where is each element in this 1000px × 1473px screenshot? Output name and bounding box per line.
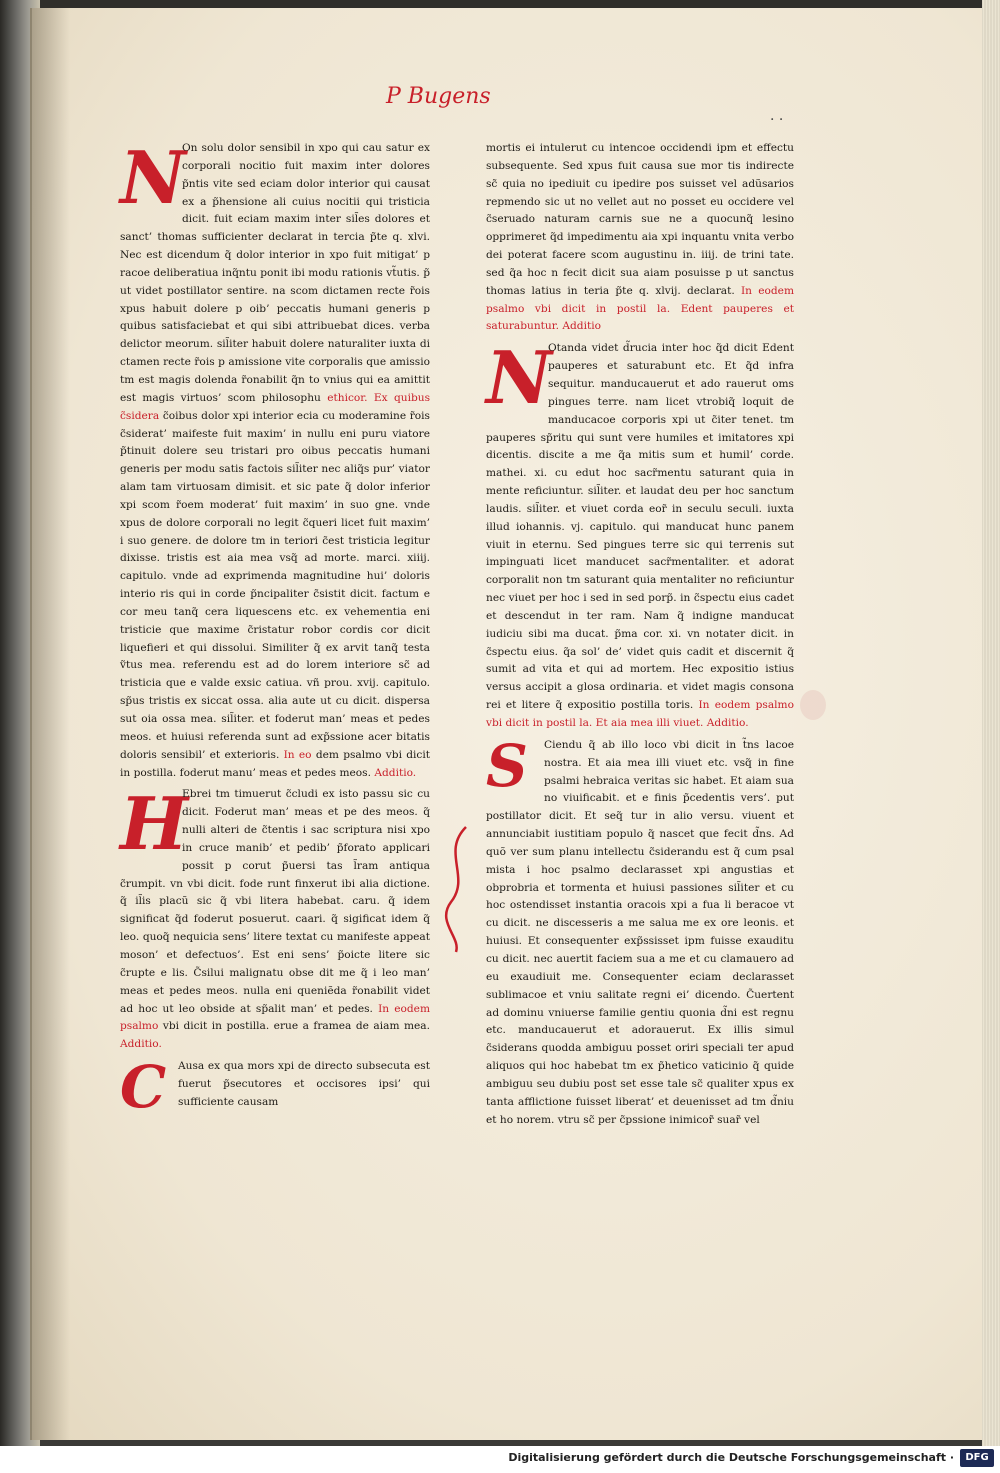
- dfg-logo: DFG: [960, 1449, 994, 1467]
- paragraph-text: c̃oibus dolor xpi interior ecia cu moderamine r̃ois c̃siderat’ maifeste fuit maxim’ in nullu eni puru viatore p̃tinuit dolere seu tristari pro oibus peccatis humani generis per modu satis factois sil̃iter nec aliq̃s pur’ viator alam tam virtuosam dimisit. et sic pate q̃ dolor inferior xpi scom r̃oem moderat’ fuit maxim’ in suo gne. vnde xpus de dolore corporali no legit c̃queri licet fuit maxim’ i suo genere. de dolore tm in teriori c̃est tristicia legitur dixisse. tristis est aia mea vsq̃ ad morte. marci. xiiij. capitulo. vnde ad exprimenda magnitudine hui’ doloris interio ris qui in corde p̃ncipaliter c̃sistit dicit. factum e cor meu tanq̃ cera liquescens etc. ex vehementia eni tristicie que maxime c̃ristatur robor cordis cor dicit liquefieri et qui dissolui. Similiter q̃ ex arvit tanq̃ testa ṽtus mea. referendu est ad do lorem interiore sc̃ ad tristicia que e valde exsic catiua. vñ prou. xvij. capitulo. sp̃us tristis ex siccat ossa. alia aute ut cu dicit. dispersa sut oia ossa mea. sil̃iter. et foderut man’ meas et pedes meos. et huiusi referenda sunt ad exp̃ssione acer bitatis doloris sensibil’ et exterioris.: [120, 409, 430, 761]
- right-paragraph-3: [486, 731, 794, 1130]
- paragraph-text: Ciendu q̃ ab illo loco vbi dicit in t̃ns lacoe nostra. Et aia mea illi viuet etc. vsq̃ in fine psalmi hebraica veritas sic habet. Et aiam sua no viuificabit. et e finis p̃cedentis vers’. put postillator dicit. Et seq̃ tur in alio versu. viuent et annunciabit iustitiam populo q̃ nascet que fecit d̃ns. Ad quõ ver sum planu intellectu c̃siderandu est q̃ cum psal mista i hoc psalmo declarasset xpi angustias et obprobria et tormenta et huiusi passiones sil̃iter et cu hoc ostendisset instantia oracois xpi a fua li beracoe vt cu dicit. ne discesseris a me salua me ex ore leonis. et huiusi. Et consequenter exp̃ssisset ipm fuisse exauditu cu dicit. nec auertit faciem sua a me et cu clamauero ad eu exaudiuit me. Consequenter eciam declarasset sublimacoe et vniu salitate regni ei’ dicendo. C̃uertent ad dominu vniuerse familie gentiu quonia d̃ni est regnu etc. manducauerut et adorauerut. Ex illis simul c̃siderans quodda ambiguu posset oriri speciali ter apud aliquos qui hoc habebat tm ex p̃hetico vaticinio q̃ quide ambiguu seu dubiu post set esse tale sc̃ qualiter xpus ex tanta afflictione fuisset liberat’ et deuenisset ad tm d̃niu et ho norem. vtru sc̃ per c̃pssione inimicor̃ suar̃ vel: [486, 738, 794, 1126]
- left-paragraph-1: [120, 135, 431, 782]
- left-paragraph-3: [120, 1053, 430, 1122]
- right-column: [486, 140, 794, 1129]
- rubric-additio: Additio.: [120, 1038, 162, 1051]
- paragraph-text: mortis ei intulerut cu intencoe occidendi ipm et effectu subsequente. Sed xpus fuit causa sue mor tis indirecte sc̃ quia no ipediuit cu ipedire pos suisset vel adũsarios repmendo sic ut no vellet aut no posset eu occidere vel c̃seruado naturam carnis sue ne a quocunq̃ lesino opprimeret q̃d impedimentu aia xpi inquantu vnita verbo dei poterat facere scom augustinu in. iiij. de trini tate. sed q̃a hoc n fecit dicit sua aiam posuisse p ut sanctus thomas latius in teria p̃te q. xlvij. declarat.: [486, 142, 794, 297]
- drop-cap-initial: S: [486, 731, 528, 800]
- drop-cap-initial: H: [120, 781, 189, 867]
- left-column: [120, 135, 431, 1122]
- drop-cap-initial: N: [486, 335, 552, 421]
- drop-cap-initial: N: [120, 135, 186, 220]
- rubric-text: In eodem psalmo vbi dicit in postil la. Et aia mea illi viuet.: [486, 699, 794, 729]
- rubric-text: In eodem psalmo: [120, 1002, 430, 1033]
- rubric-text: Ex quibus c̃sidera: [120, 391, 431, 422]
- rubric-text: ethicor.: [327, 391, 374, 404]
- ink-stain: [800, 690, 826, 720]
- page-edges: [982, 0, 1000, 1473]
- gutter-shadow: [30, 8, 70, 1440]
- rubric-additio: Additio: [562, 320, 601, 333]
- paragraph-text: Otanda videt d̃rucia inter hoc q̃d dicit Edent pauperes et saturabunt etc. Et q̃d infra sequitur. manducauerut et ado rauerut oms pingues terre. nam licet vtrobiq̃ loquit de manducacoe corporis xpi ut c̃iter tenet. tm pauperes sp̃ritu qui sunt vere humiles et imitatores xpi dicentis. discite a me q̃a mitis sum et humil’ corde. mathei. xi. cu edut hoc sacr̃mentu saturant quia in mente reficiuntur. sil̃iter. et laudat deu per hoc sanctum laudis. sil̃iter. et viuet corda eor̃ in seculu seculi. iuxta illud iohannis. vj. capitulo. qui manducat hunc panem viuit in eternu. Sed pingues terre sic qui terrenis sut impinguati licet manducet sacr̃mentaliter. et adorat corporalit non tm saturant quia mentaliter no reficiuntur nec viuet per hoc i sed in sed porp̃. in c̃spectu eius cadet et descendut in ter ram. Nam q̃ indigne manducat iudiciu sibi ma ducat. p̃ma cor. xi. vn notater dicit. in c̃spectu eius. q̃a sol’ de’ videt quis cadit et discernit q̃ sumit ad vita et qui ad mortem. Hec expositio istius versus accipit a glosa ordinaria. et videt magis consona rei et litere q̃ expositio postilla toris.: [486, 342, 794, 712]
- left-paragraph-2: [120, 781, 430, 1054]
- running-head: P Bugens: [386, 84, 491, 109]
- rubric-text: In eodem psalmo vbi dicit in postil la. Edent pauperes et saturabuntur.: [486, 284, 794, 333]
- paragraph-text: Ebrei tm timuerut c̃cludi ex isto passu sic cu dicit. Foderut man’ meas et pe des meos. q̃ nulli alteri de c̃tentis i sac scriptura nisi xpo in cruce manib’ et pedib’ p̃forato applicari possit p corut p̃uersi tas l̃ram antiqua c̃rumpit. vn vbi dicit. fode runt finxerut ibi alia dictione. q̃ il̃is placũ sic q̃ vbi litera habebat. caru. q̃ idem significat q̃d foderut posuerut. caari. q̃ sigificat idem q̃ leo. quoq̃ nequicia sens’ litere textat cu manifeste appeat moson’ et defectuos’. Est eni sens’ p̃oicte litere sic c̃rupte e lis. C̃silui malignatu obse dit me q̃ i leo man’ meas et pedes meos. nulla eni queniẽda r̃onabilit videt ad hoc ut leo obside at sp̃alit man’ et pedes.: [120, 788, 430, 1015]
- rubric-additio: Additio.: [374, 766, 417, 779]
- paragraph-text: On solu dolor sensibil in xpo qui cau satur ex corporali nocitio fuit maxim inter dolores p̃ntis vite sed eciam dolor interior qui causat ex a p̃hensione ali cuius nocitii qui tristicia dicit. fuit eciam maxim inter sil̃es dolores et sanct’ thomas sufficienter declarat in tercia p̃te q. xlvi. Nec est dicendum q̃ dolor interior in xpo fuit mitigat’ p racoe deliberatiua inq̃ntu ponit ibi modu rationis vt̃utis. p̃ ut videt postillator sentire. na scom dictamen recte r̃ois xpus habuit dolere p oib’ peccatis humani generis p quibus satisfaciebat et qui sibi attribuebat dices. verba delictor meorum. sil̃iter habuit dolere naturaliter iuxta di ctamen recte r̃ois p amissione vite corporalis que amissio tm est magis dolenda r̃onabilit q̃n to vnius qui ea amittit est magis virtuos’ scom philosophu: [120, 142, 430, 404]
- red-flourish-ornament: [436, 822, 476, 957]
- drop-cap-initial: C: [120, 1053, 167, 1122]
- right-paragraph-2: [486, 335, 794, 733]
- paragraph-text: dem psalmo vbi dicit in postilla. foderut manu’ meas et pedes meos.: [120, 748, 430, 779]
- folio-mark: · ·: [770, 112, 784, 128]
- paragraph-text: vbi dicit in postilla. erue a framea de aiam mea.: [162, 1020, 430, 1033]
- rubric-text: In eo: [283, 748, 316, 761]
- right-paragraph-1: [486, 140, 794, 336]
- paragraph-text: Ausa ex qua mors xpi de directo subsecuta est fuerut p̃secutores et occisores ipsi’ qui sufficiente causam: [178, 1060, 430, 1108]
- footer-credit: Digitalisierung gefördert durch die Deutsche Forschungsgemeinschaft ·: [508, 1451, 954, 1464]
- rubric-additio: Additio.: [706, 717, 749, 729]
